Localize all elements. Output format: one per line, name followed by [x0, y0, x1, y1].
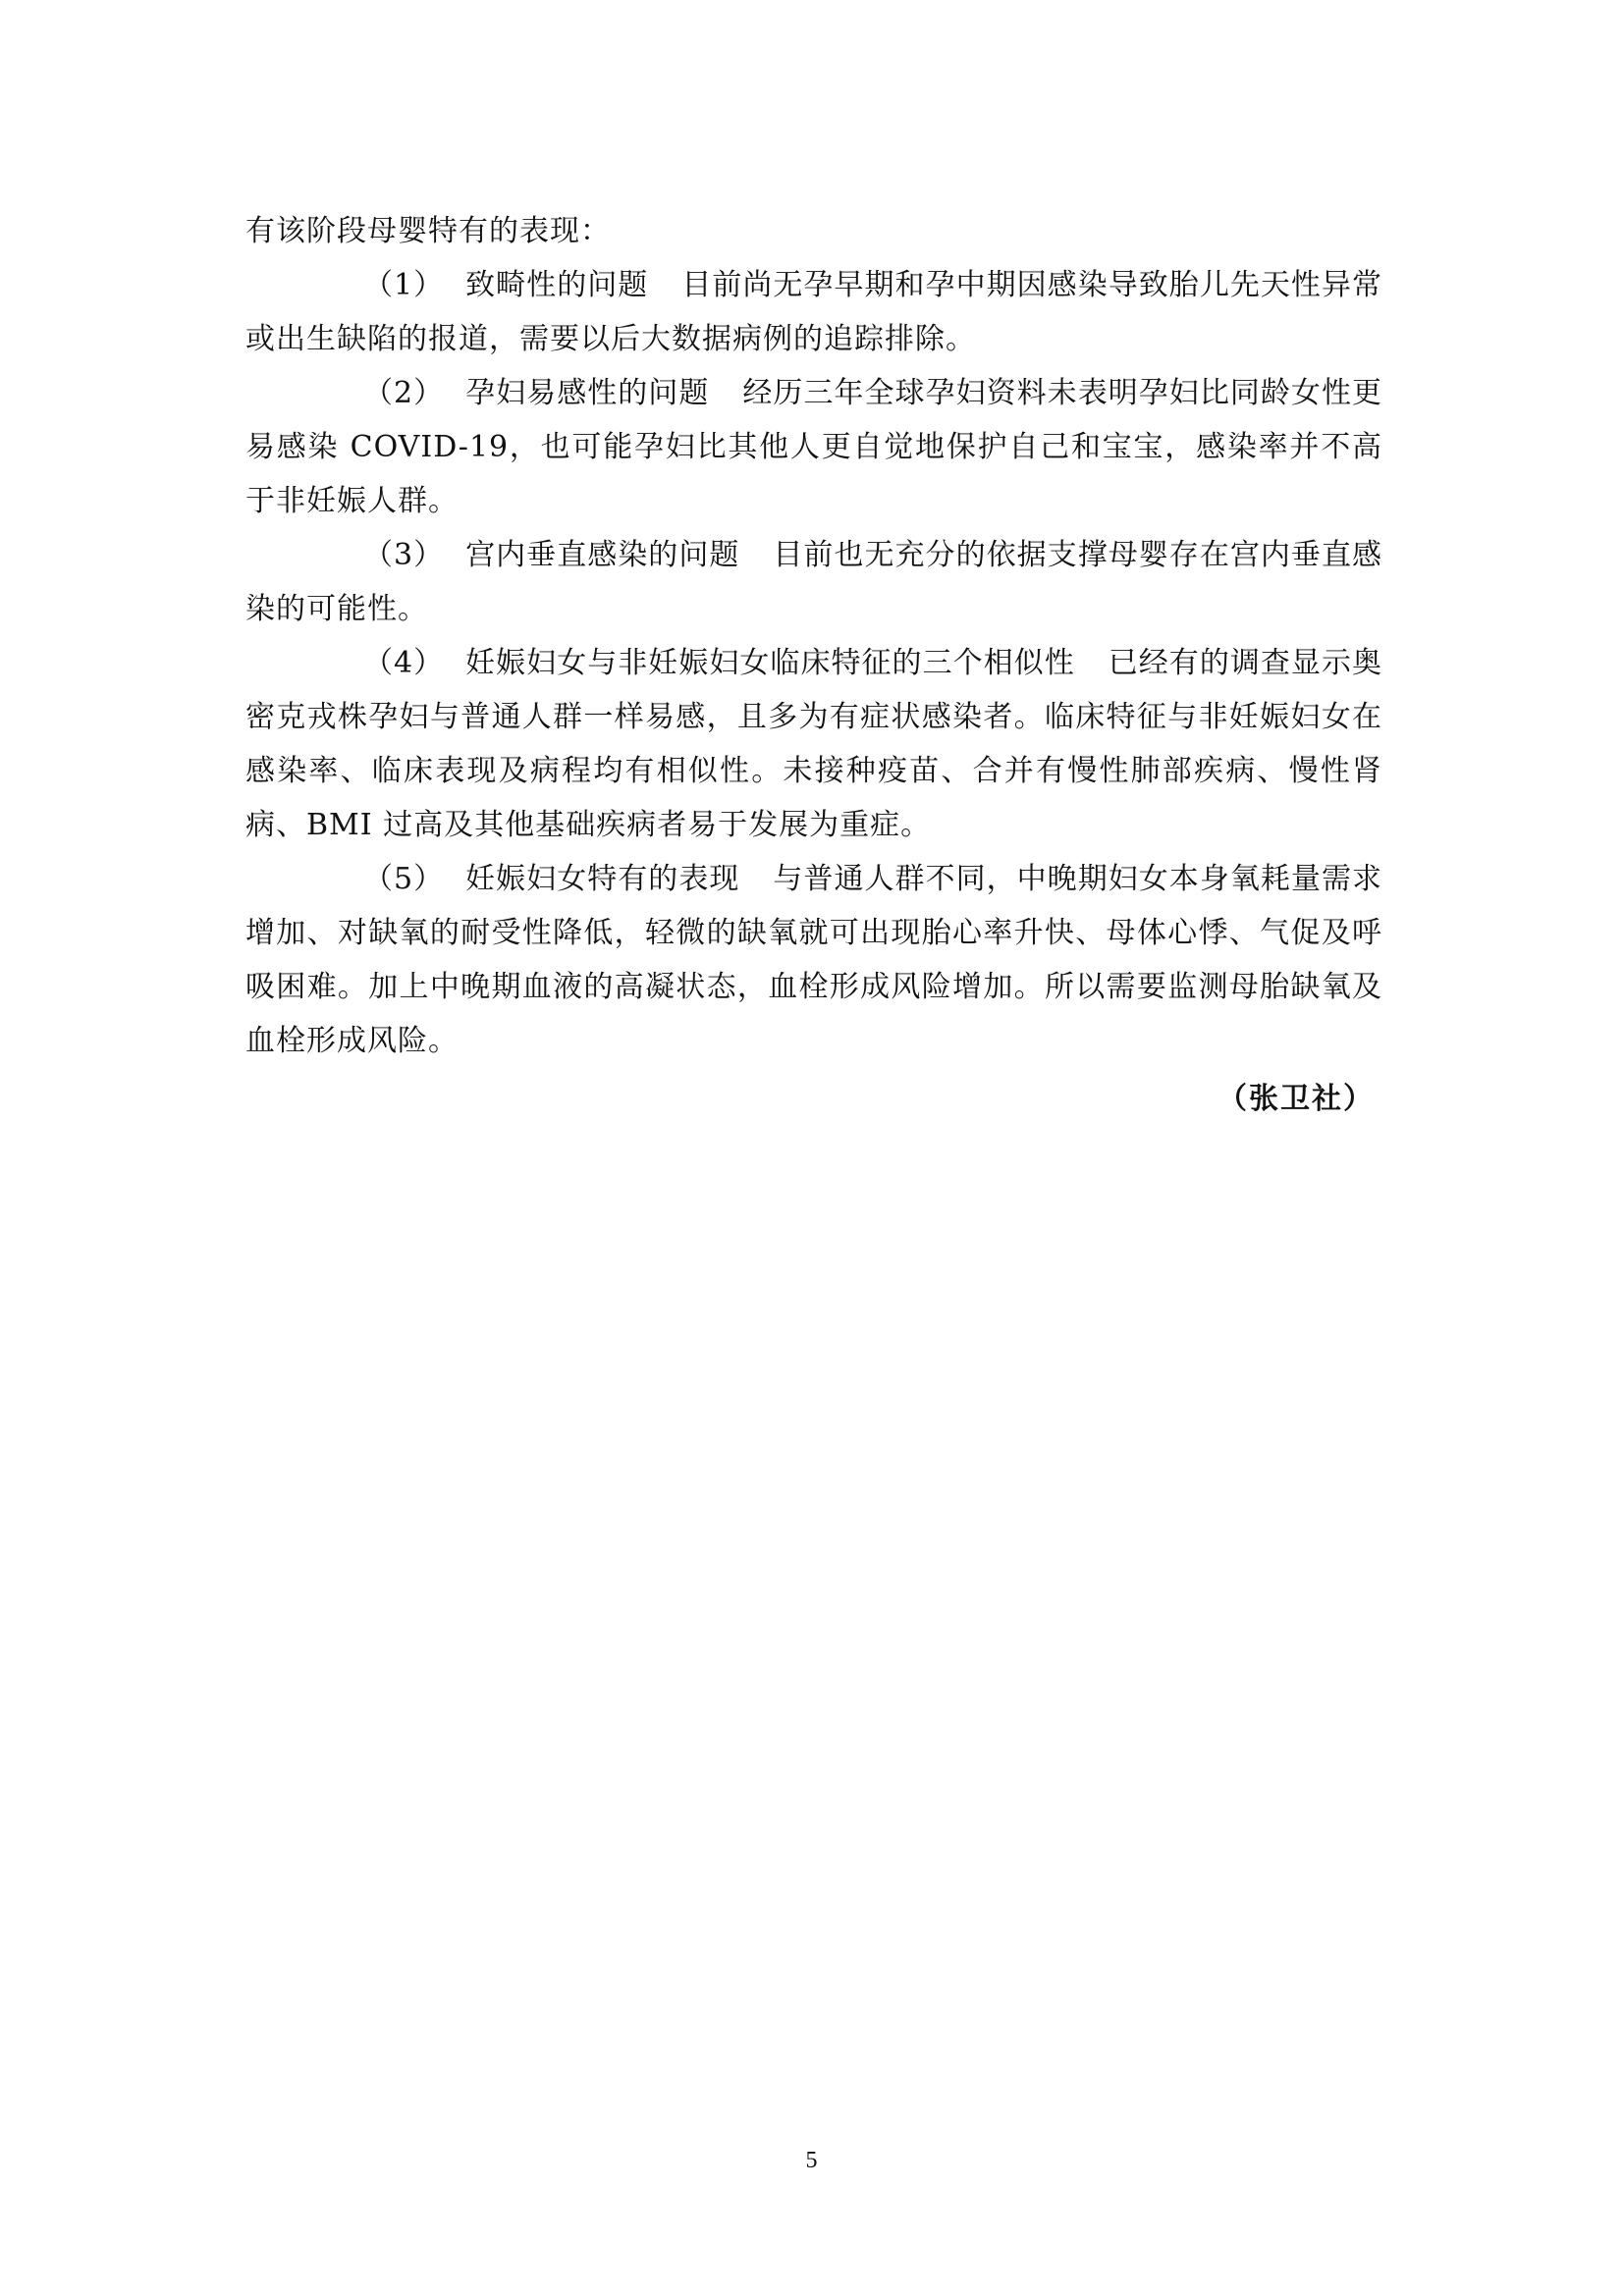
item-title: 宫内垂直感染的问题	[465, 538, 740, 572]
item-body: 经历三年全球孕妇资料未表明孕妇比同龄女性更易感染 COVID-19，也可能孕妇比其他人更自觉地保护自己和宝宝，感染率并不高于非妊娠人群。	[245, 376, 1382, 518]
page-number: 5	[805, 2148, 818, 2173]
document-body	[245, 204, 1382, 1126]
item-paragraph-1	[245, 258, 1382, 366]
item-number: （1）	[363, 268, 445, 302]
item-body: 已经有的调查显示奥密克戎株孕妇与普通人群一样易感，且多为有症状感染者。临床特征与非妊娠妇女在感染率、临床表现及病程均有相似性。未接种疫苗、合并有慢性肺部疾病、慢性肾病、BMI 过高及其他基础疾病者易于发展为重症。	[245, 646, 1382, 842]
item-number: （4）	[363, 646, 445, 680]
item-body: 目前尚无孕早期和孕中期因感染导致胎儿先天性异常或出生缺陷的报道，需要以后大数据病例的追踪排除。	[245, 268, 1382, 356]
item-title: 妊娠妇女特有的表现	[465, 862, 740, 896]
item-paragraph-4	[245, 636, 1382, 852]
author-signature: （张卫社）	[1217, 1082, 1375, 1116]
item-number: （3）	[363, 538, 445, 572]
item-title: 孕妇易感性的问题	[465, 376, 710, 410]
item-number: （5）	[363, 862, 445, 896]
item-paragraph-3	[245, 528, 1382, 636]
item-title: 妊娠妇女与非妊娠妇女临床特征的三个相似性	[465, 646, 1075, 680]
item-body: 目前也无充分的依据支撑母婴存在宫内垂直感染的可能性。	[245, 538, 1382, 626]
item-paragraph-5	[245, 852, 1382, 1068]
item-number: （2）	[363, 376, 445, 410]
item-paragraph-2	[245, 366, 1382, 528]
intro-paragraph: 有该阶段母婴特有的表现：	[245, 214, 611, 248]
item-title: 致畸性的问题	[465, 268, 649, 302]
item-body: 与普通人群不同，中晚期妇女本身氧耗量需求增加、对缺氧的耐受性降低，轻微的缺氧就可出现胎心率升快、母体心悸、气促及呼吸困难。加上中晚期血液的高凝状态，血栓形成风险增加。所以需要监测母胎缺氧及血栓形成风险。	[245, 862, 1382, 1058]
